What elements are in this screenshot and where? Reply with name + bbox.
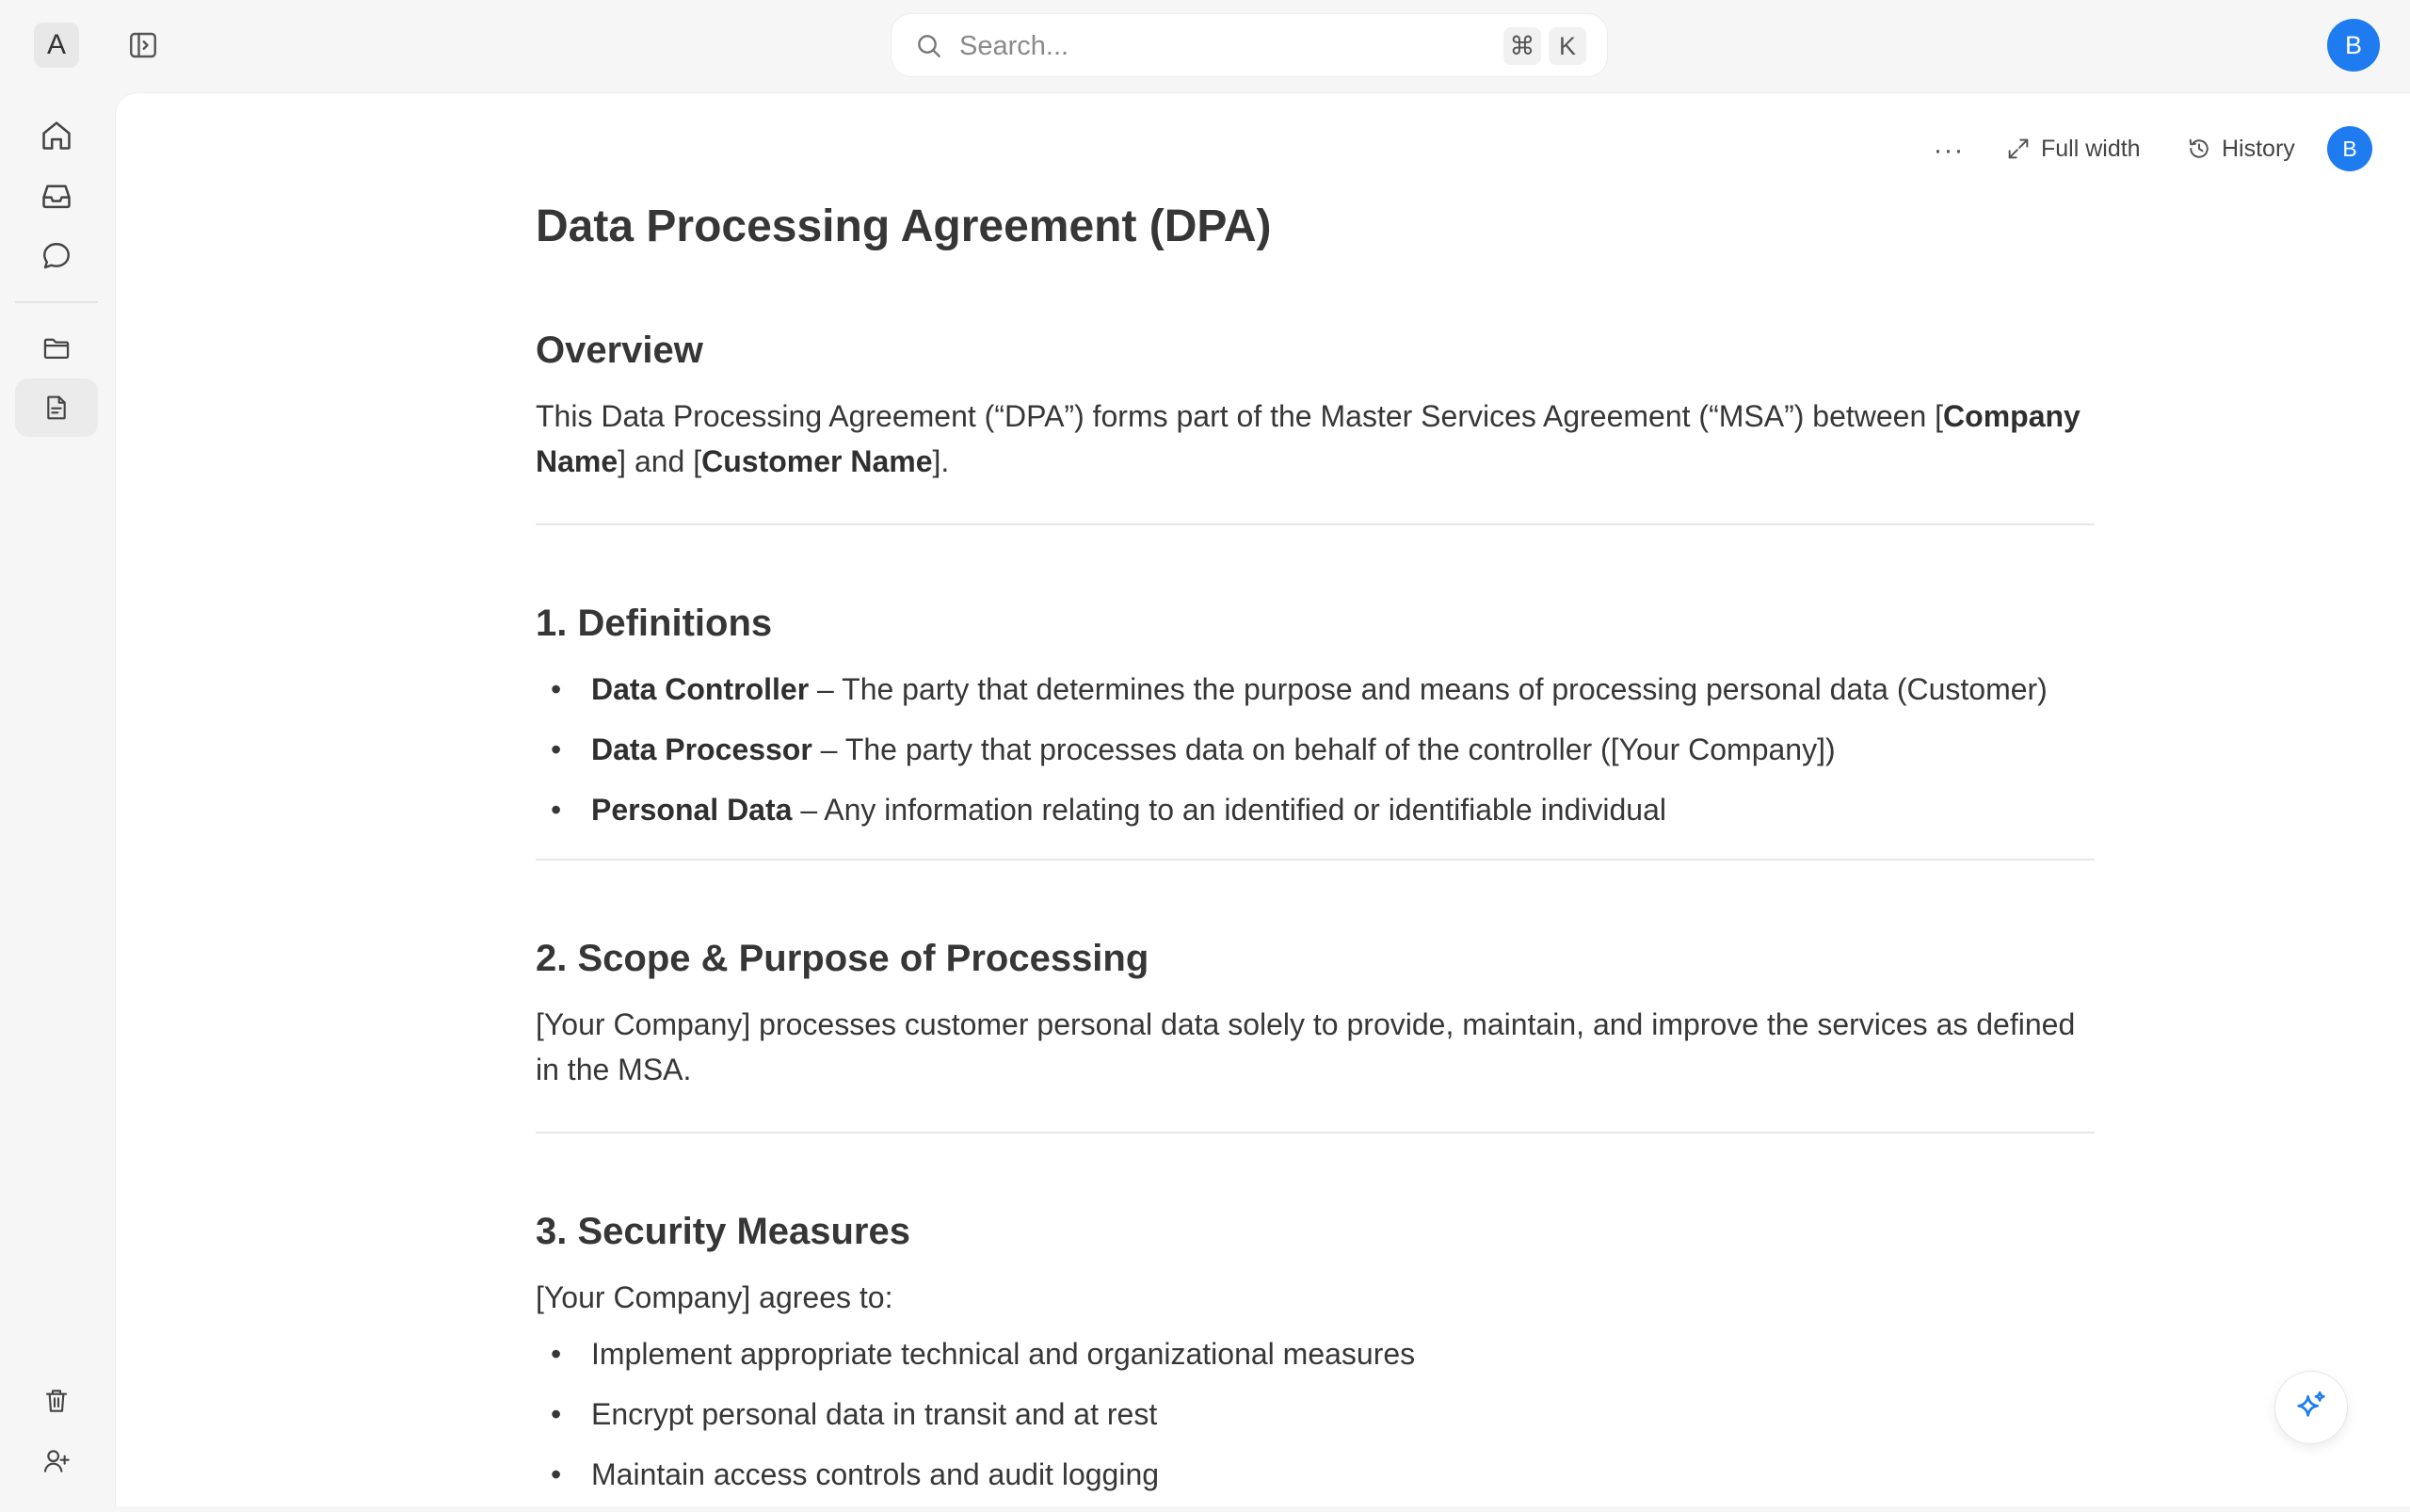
user-avatar[interactable]: B bbox=[2327, 19, 2380, 72]
history-icon bbox=[2186, 136, 2212, 162]
document-body[interactable] bbox=[536, 198, 2095, 1512]
shortcut-k-key: K bbox=[1549, 27, 1586, 65]
expand-icon bbox=[2005, 136, 2032, 162]
ai-assistant-button[interactable] bbox=[2274, 1371, 2348, 1444]
list-item: • Data Controller – The party that determines the purpose and means of processing personal data (Customer) bbox=[536, 667, 2095, 712]
full-width-label: Full width bbox=[2041, 135, 2141, 162]
more-options-button[interactable]: ··· bbox=[1933, 135, 1965, 166]
definitions-heading: 1. Definitions bbox=[536, 603, 773, 645]
sidebar-toggle-icon[interactable] bbox=[126, 28, 160, 62]
history-label: History bbox=[2222, 135, 2295, 162]
customer-name-placeholder: Customer Name bbox=[701, 444, 933, 479]
company-name-placeholder: Company Name bbox=[536, 399, 2081, 479]
history-button[interactable] bbox=[2186, 130, 2295, 168]
list-item: • Implement appropriate technical and organizational measures bbox=[536, 1331, 2095, 1376]
document-icon[interactable] bbox=[34, 385, 79, 430]
search-bar[interactable] bbox=[891, 13, 1608, 77]
search-icon bbox=[914, 31, 944, 61]
home-icon[interactable] bbox=[34, 113, 79, 158]
folder-icon[interactable] bbox=[34, 326, 79, 371]
security-list bbox=[536, 1331, 2095, 1497]
security-intro: [Your Company] agrees to: bbox=[536, 1280, 893, 1315]
scope-heading: 2. Scope & Purpose of Processing bbox=[536, 938, 1149, 980]
chat-icon[interactable] bbox=[34, 233, 79, 279]
inbox-icon[interactable] bbox=[34, 173, 79, 218]
list-item: • Personal Data – Any information relating to an identified or identifiable individual bbox=[536, 787, 2095, 832]
sparkle-icon bbox=[2292, 1389, 2330, 1426]
list-item: • Data Processor – The party that processes data on behalf of the controller ([Your Company]) bbox=[536, 727, 2095, 772]
full-width-button[interactable] bbox=[2005, 130, 2141, 168]
overview-heading: Overview bbox=[536, 330, 703, 372]
security-heading: 3. Security Measures bbox=[536, 1211, 910, 1253]
overview-paragraph: This Data Processing Agreement (“DPA”) forms part of the Master Services Agreement (“MSA”) between [Company Name] and [Customer Name]. bbox=[536, 399, 2081, 479]
list-item: • Maintain access controls and audit logging bbox=[536, 1452, 2095, 1497]
divider bbox=[536, 859, 2095, 861]
add-member-icon[interactable] bbox=[34, 1439, 79, 1484]
list-item: • Encrypt personal data in transit and at rest bbox=[536, 1391, 2095, 1437]
shortcut-cmd-key: ⌘ bbox=[1503, 27, 1541, 65]
rail-divider bbox=[15, 301, 98, 303]
scope-paragraph: [Your Company] processes customer personal data solely to provide, maintain, and improve the services as defined in the MSA. bbox=[536, 1007, 2076, 1087]
divider bbox=[536, 523, 2095, 525]
workspace-badge[interactable]: A bbox=[34, 23, 79, 68]
definitions-list bbox=[536, 667, 2095, 832]
search-input[interactable] bbox=[957, 24, 1432, 69]
trash-icon[interactable] bbox=[34, 1378, 79, 1424]
document-title[interactable]: Data Processing Agreement (DPA) bbox=[536, 201, 1272, 251]
collaborator-avatar[interactable]: B bbox=[2327, 126, 2372, 171]
divider bbox=[536, 1132, 2095, 1134]
